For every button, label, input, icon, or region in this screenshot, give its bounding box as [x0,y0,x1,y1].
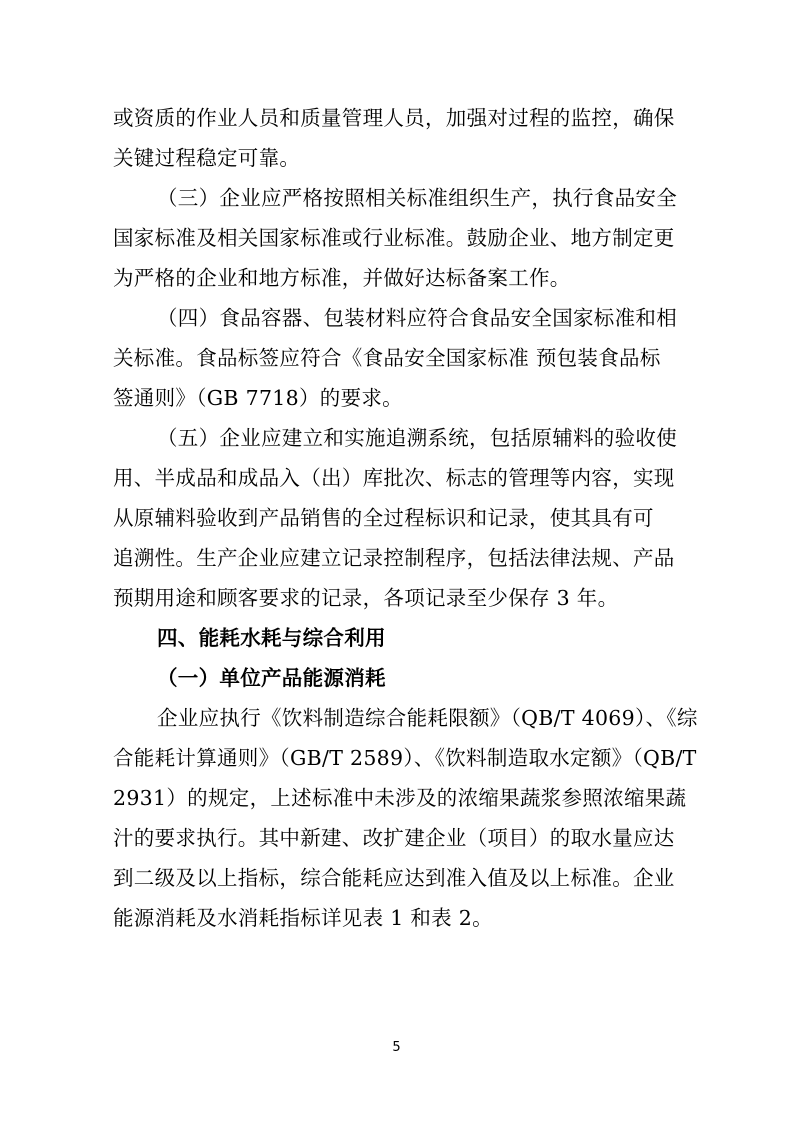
body-text-line: 为严格的企业和地方标准，并做好达标备案工作。 [113,266,571,290]
body-text-line: 到二级及以上指标，综合能耗应达到准入值及以上标准。企业 [113,866,675,890]
body-text-line: 企业应执行《饮料制造综合能耗限额》（QB/T 4069）、《综 [157,706,698,730]
body-text-line: 关标准。食品标签应符合《食品安全国家标准 预包装食品标 [113,346,661,370]
body-text-line: 国家标准及相关国家标准或行业标准。鼓励企业、地方制定更 [113,226,675,250]
body-text-line: 签通则》（GB 7718）的要求。 [113,386,403,410]
body-text-line: （四）食品容器、包装材料应符合食品安全国家标准和相 [157,306,677,330]
body-text-line: 合能耗计算通则》（GB/T 2589）、《饮料制造取水定额》（QB/T [113,746,697,770]
body-text-line: （五）企业应建立和实施追溯系统，包括原辅料的验收使 [157,426,677,450]
body-text-line: 2931）的规定，上述标准中未涉及的浓缩果蔬浆参照浓缩果蔬 [113,786,687,810]
body-text-line: 关键过程稳定可靠。 [113,146,301,170]
body-text-line: 追溯性。生产企业应建立记录控制程序，包括法律法规、产品 [113,546,675,570]
body-text-line: 用、半成品和成品入（出）库批次、标志的管理等内容，实现 [113,466,675,490]
body-text-line: 能源消耗及水消耗指标详见表 1 和表 2。 [113,906,493,930]
body-text-line: 汁的要求执行。其中新建、改扩建企业（项目）的取水量应达 [113,826,675,850]
subsection-heading: （一）单位产品能源消耗 [157,666,386,690]
body-text-line: 预期用途和顾客要求的记录，各项记录至少保存 3 年。 [113,586,619,610]
section-heading: 四、能耗水耗与综合利用 [157,626,386,650]
body-text-line: （三）企业应严格按照相关标准组织生产，执行食品安全 [157,186,677,210]
body-text-line: 从原辅料验收到产品销售的全过程标识和记录，使其具有可 [113,506,654,530]
body-text-line: 或资质的作业人员和质量管理人员，加强对过程的监控，确保 [113,106,675,130]
page-number: 5 [392,1040,401,1055]
